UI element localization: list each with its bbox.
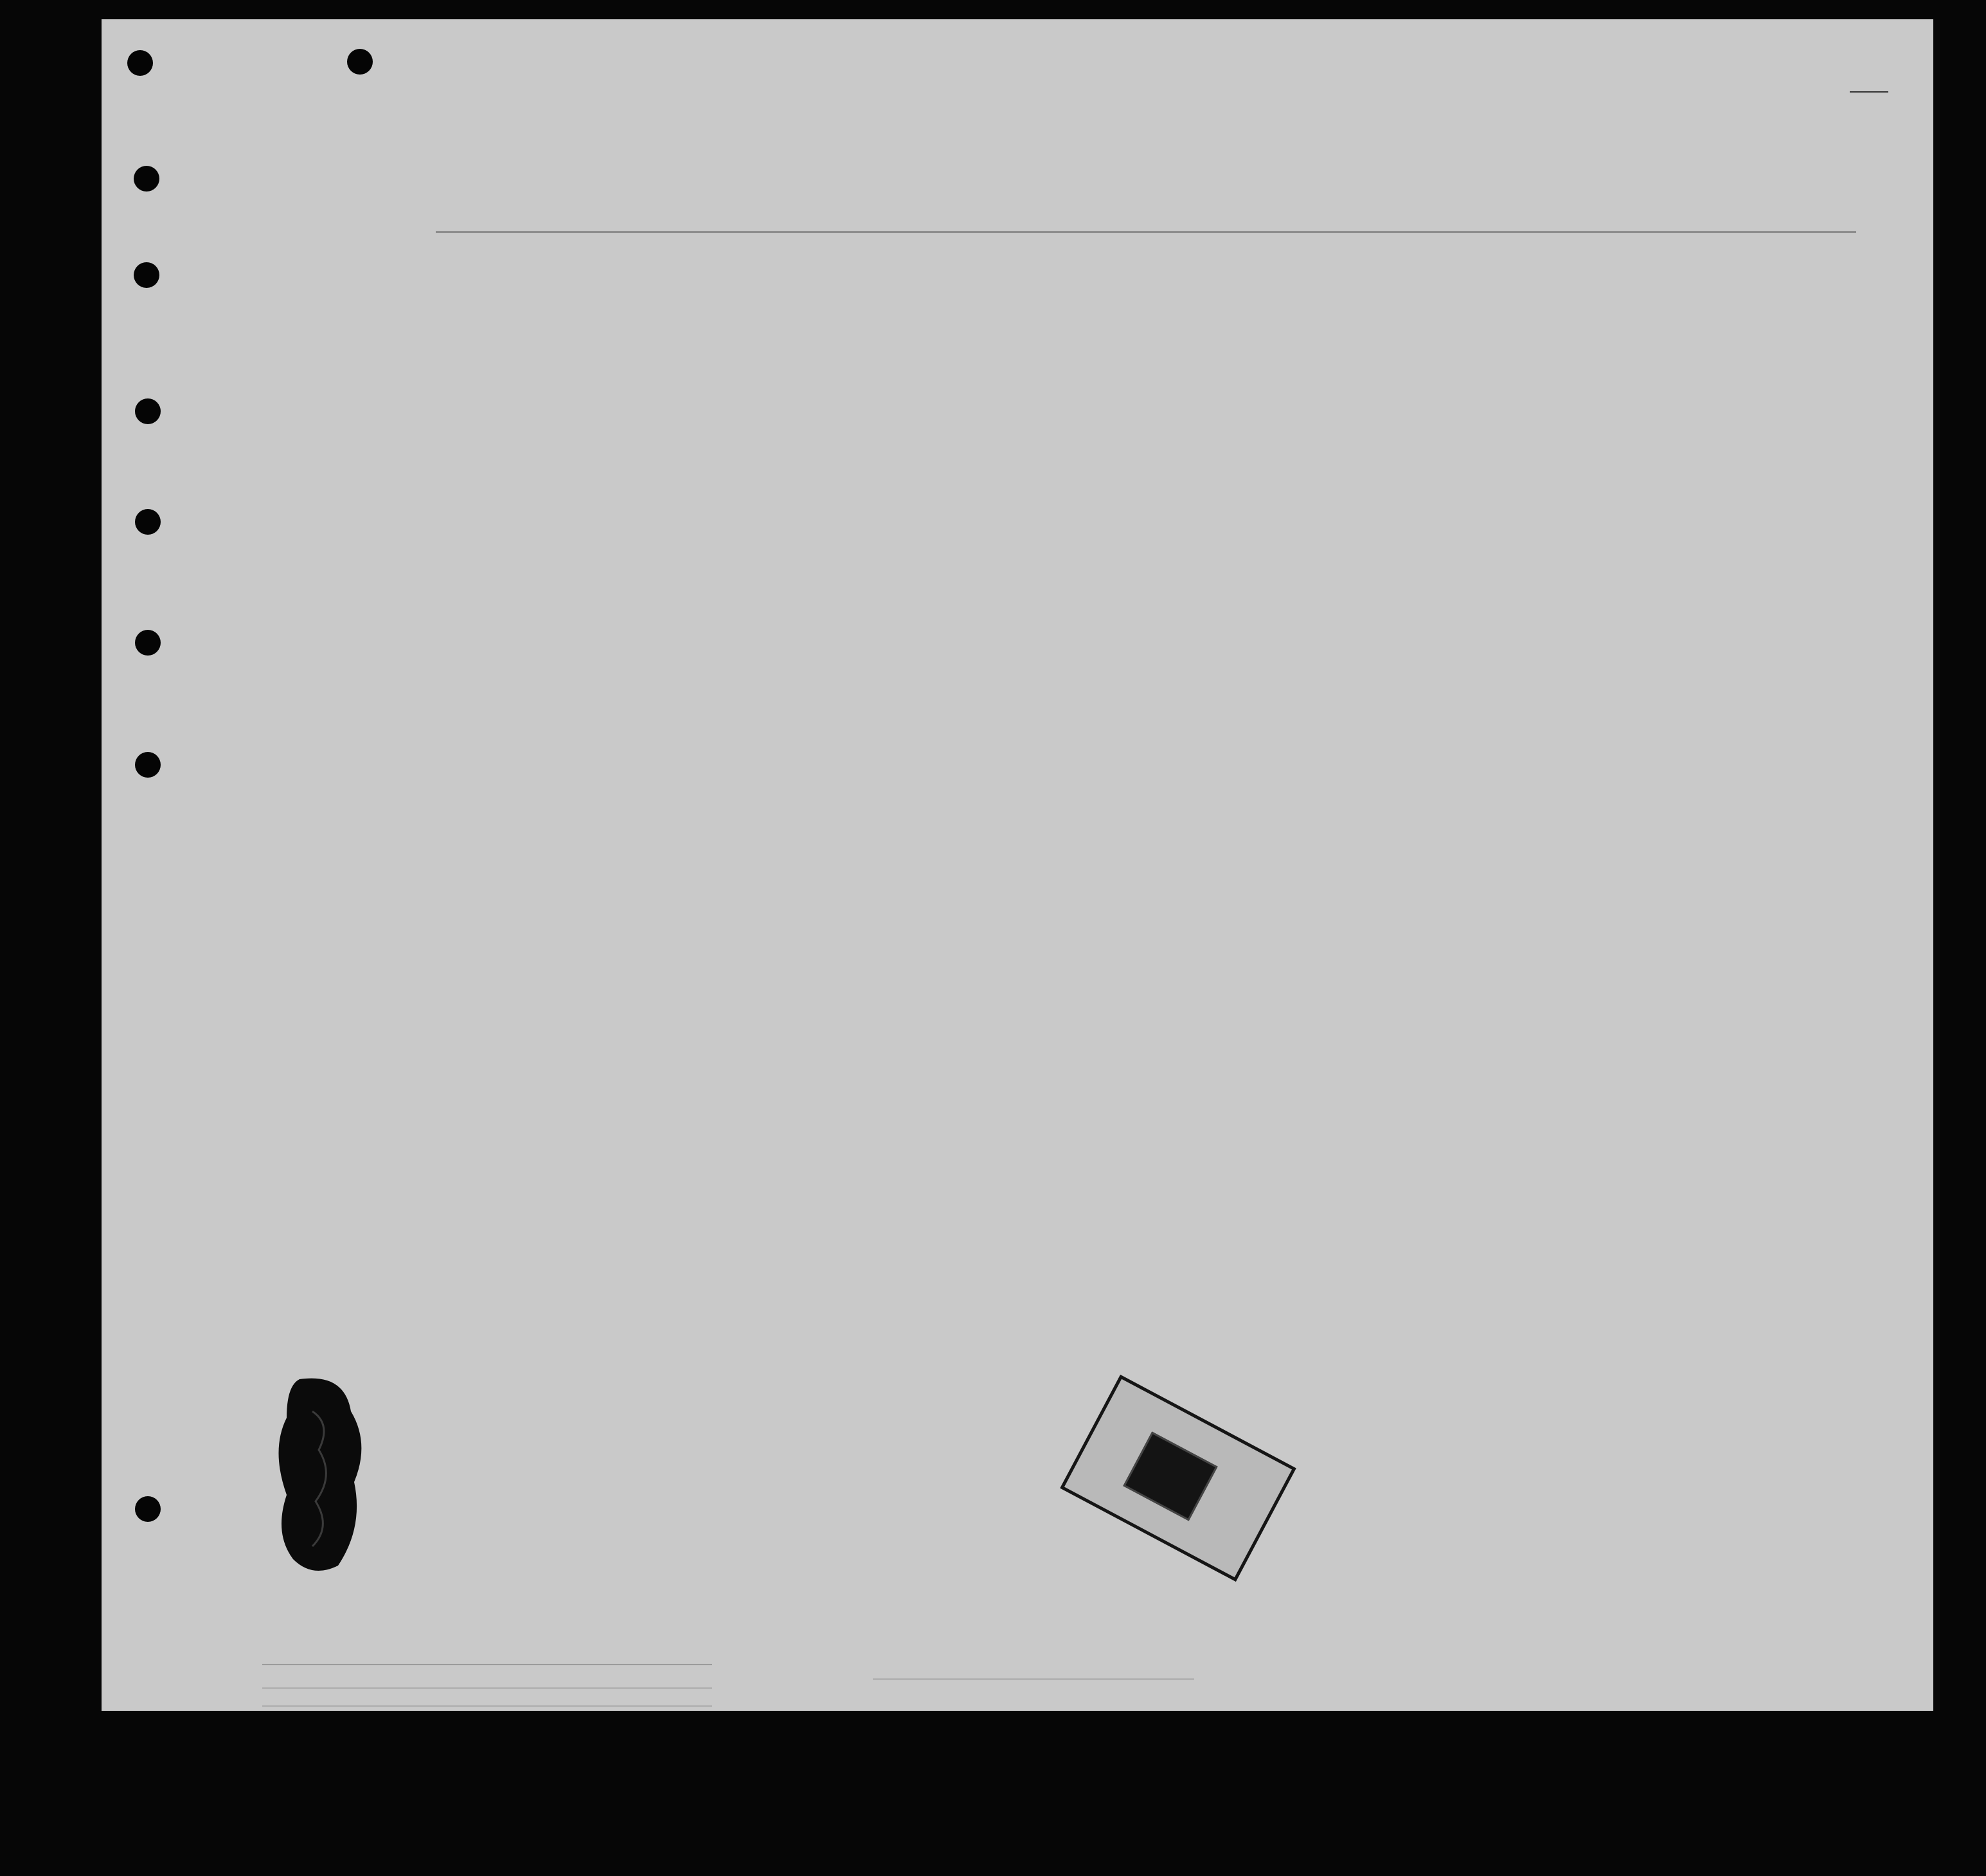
punch-hole <box>134 166 159 192</box>
manifest-sheet <box>102 19 1933 1711</box>
manifest-table <box>102 19 1933 1711</box>
punch-hole <box>135 398 161 424</box>
punch-hole <box>127 50 153 76</box>
punch-hole <box>347 49 373 75</box>
revenue-stamp-icon <box>1123 1431 1217 1521</box>
punch-hole <box>135 752 161 778</box>
embossed-seal <box>274 1373 370 1578</box>
punch-hole <box>134 262 159 288</box>
punch-hole <box>135 630 161 656</box>
punch-hole <box>135 1496 161 1522</box>
punch-hole <box>135 509 161 535</box>
